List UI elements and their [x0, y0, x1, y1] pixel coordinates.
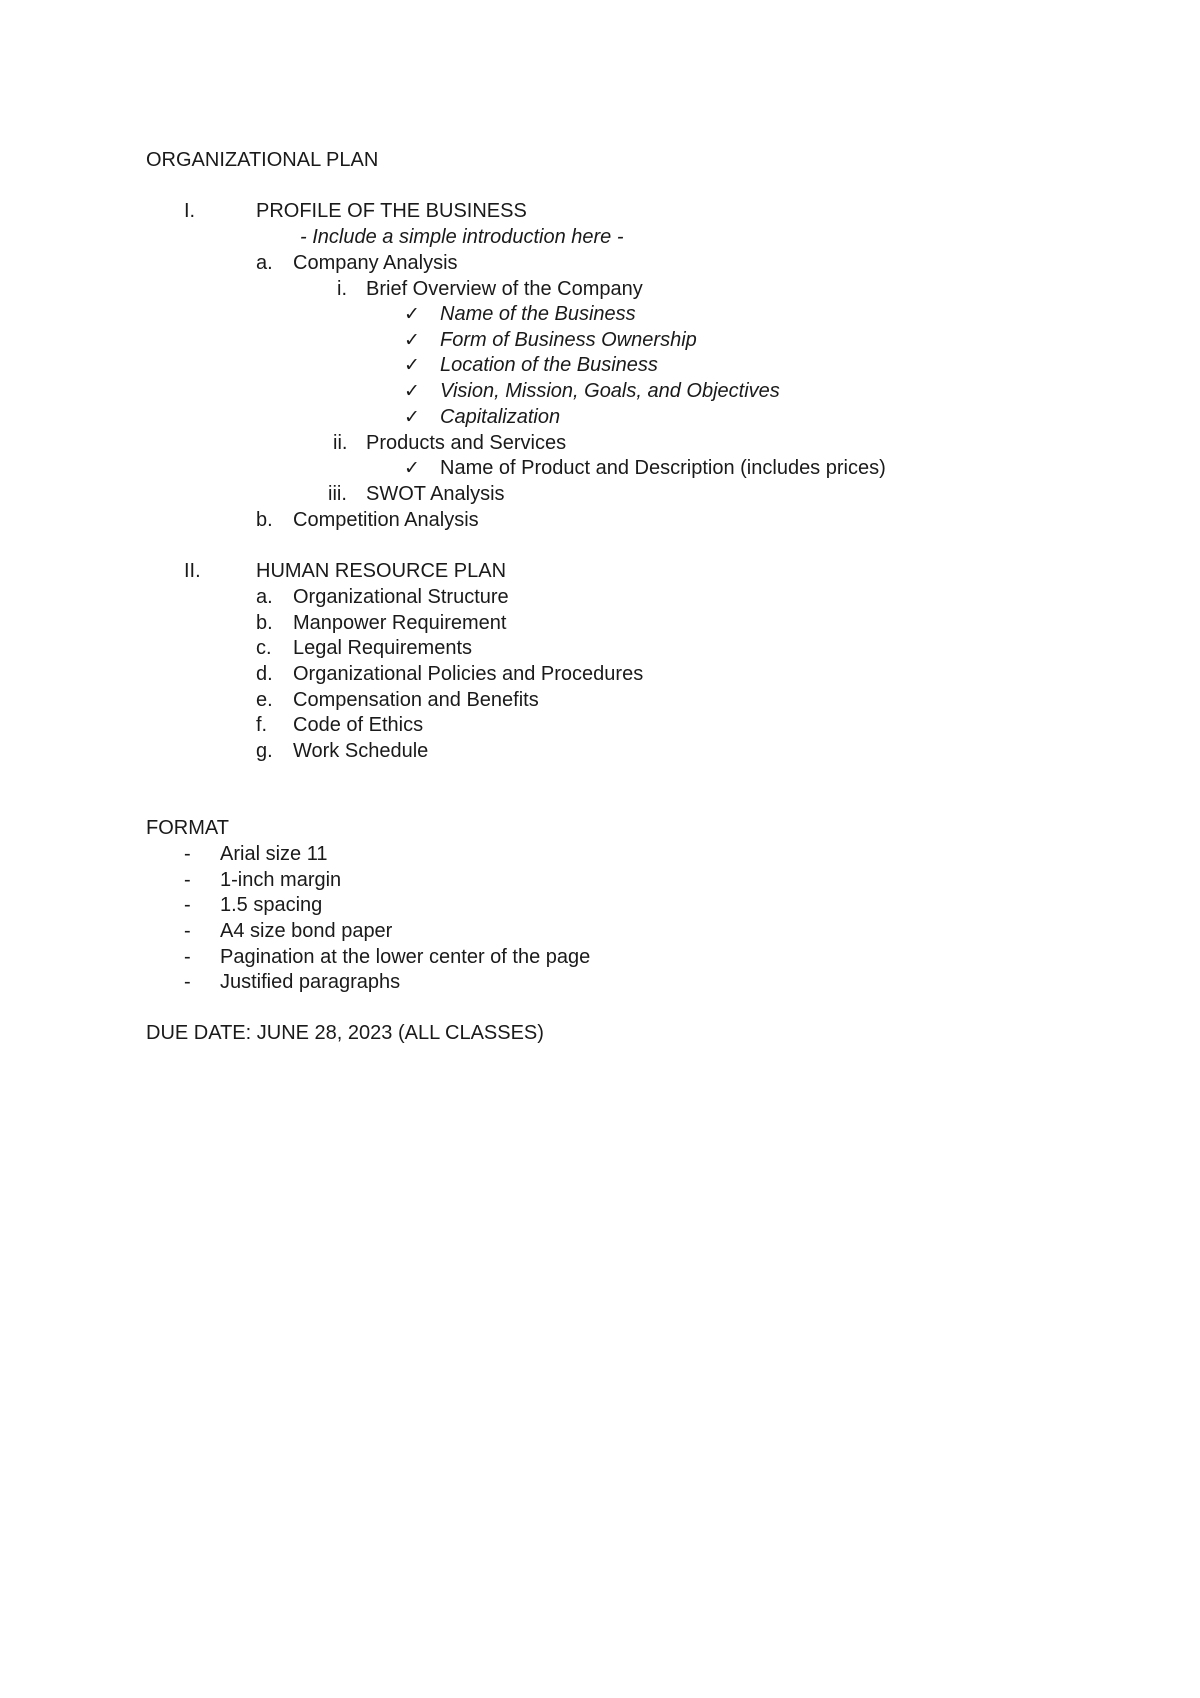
list-item: Code of Ethics	[293, 714, 424, 736]
checkmark-icon: ✓	[404, 329, 420, 351]
checkmark-icon: ✓	[404, 457, 420, 479]
format-item: Arial size 11	[220, 843, 328, 865]
checklist-item: Capitalization	[440, 406, 561, 428]
due-date: DUE DATE: JUNE 28, 2023 (ALL CLASSES)	[146, 1022, 544, 1044]
list-marker: -	[184, 971, 191, 993]
section-heading: PROFILE OF THE BUSINESS	[256, 200, 527, 222]
checkmark-icon: ✓	[404, 380, 420, 402]
list-marker: c.	[256, 637, 272, 659]
checklist-item: Vision, Mission, Goals, and Objectives	[440, 380, 780, 402]
checklist-item: Name of Product and Description (includes prices)	[440, 457, 886, 479]
format-item: 1.5 spacing	[220, 894, 323, 916]
list-marker: a.	[256, 586, 273, 608]
list-marker: g.	[256, 740, 273, 762]
list-item: SWOT Analysis	[366, 483, 505, 505]
list-item: Brief Overview of the Company	[366, 278, 643, 300]
list-item: Work Schedule	[293, 740, 429, 762]
list-marker: d.	[256, 663, 273, 685]
list-marker: f.	[256, 714, 268, 736]
list-item: Competition Analysis	[293, 509, 479, 531]
list-marker: -	[184, 869, 191, 891]
list-marker: b.	[256, 509, 273, 531]
checkmark-icon: ✓	[404, 354, 420, 376]
checklist-item: Name of the Business	[440, 303, 636, 325]
list-marker: e.	[256, 689, 273, 711]
list-item: Manpower Requirement	[293, 612, 507, 634]
format-heading: FORMAT	[146, 817, 229, 839]
checkmark-icon: ✓	[404, 303, 420, 325]
checklist-item: Form of Business Ownership	[440, 329, 697, 351]
checkmark-icon: ✓	[404, 406, 420, 428]
list-marker: -	[184, 946, 191, 968]
list-item: Legal Requirements	[293, 637, 472, 659]
list-marker: ii.	[333, 432, 348, 454]
list-item: Compensation and Benefits	[293, 689, 539, 711]
section-intro-note: - Include a simple introduction here -	[300, 226, 624, 248]
format-item: 1-inch margin	[220, 869, 342, 891]
list-item: Organizational Policies and Procedures	[293, 663, 644, 685]
format-item: A4 size bond paper	[220, 920, 393, 942]
section-numeral: I.	[184, 200, 196, 222]
checklist-item: Location of the Business	[440, 354, 658, 376]
list-marker: iii.	[328, 483, 347, 505]
document-title: ORGANIZATIONAL PLAN	[146, 149, 379, 171]
list-marker: -	[184, 920, 191, 942]
section-numeral: II.	[184, 560, 201, 582]
list-marker: b.	[256, 612, 273, 634]
list-item: Products and Services	[366, 432, 567, 454]
list-marker: a.	[256, 252, 273, 274]
list-marker: -	[184, 894, 191, 916]
list-marker: -	[184, 843, 191, 865]
list-item: Company Analysis	[293, 252, 458, 274]
format-item: Pagination at the lower center of the page	[220, 946, 591, 968]
section-heading: HUMAN RESOURCE PLAN	[256, 560, 507, 582]
format-item: Justified paragraphs	[220, 971, 401, 993]
list-marker: i.	[337, 278, 347, 300]
list-item: Organizational Structure	[293, 586, 509, 608]
